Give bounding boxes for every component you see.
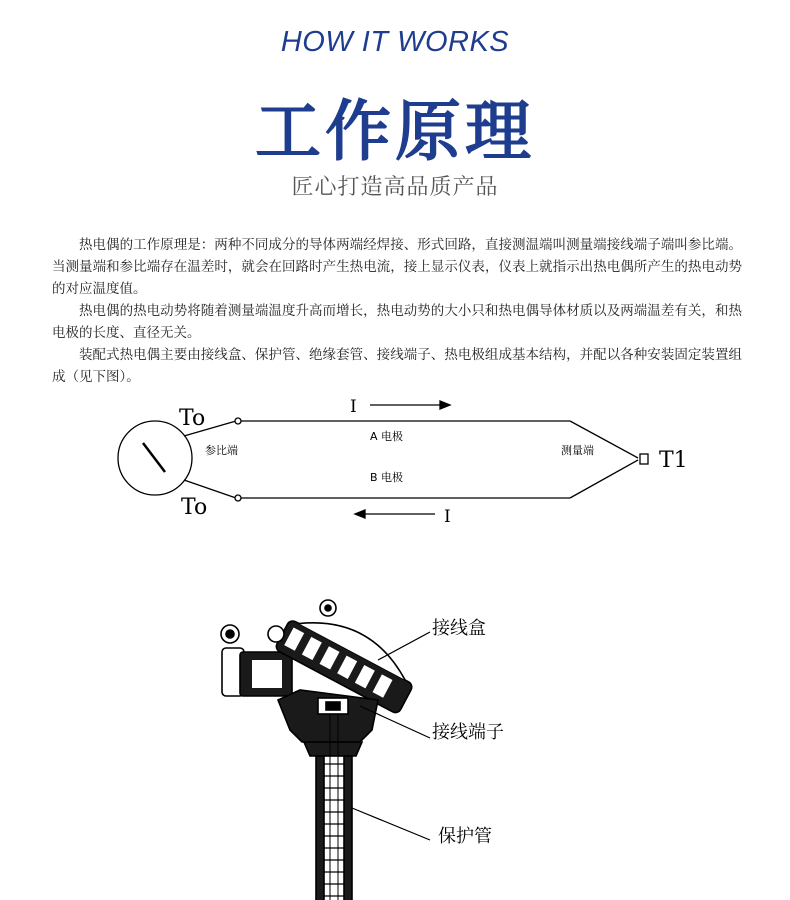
paragraph-emf: 热电偶的热电动势将随着测量端温度升高而增长，热电动势的大小只和热电偶导体材质以及两端温差有关，和热电极的长度、直径无关。 [52, 303, 742, 341]
leader-protection-tube [352, 808, 430, 840]
label-protection-tube: 保护管 [438, 826, 492, 847]
label-t1: T1 [659, 448, 688, 473]
label-terminal: 接线端子 [432, 722, 504, 743]
page-subtitle: 匠心打造高品质产品 [291, 175, 499, 200]
label-measuring-end: 测量端 [561, 444, 594, 457]
meter-needle [143, 443, 165, 472]
reference-terminal-top [235, 418, 241, 424]
lid-screw-top-inner [325, 605, 331, 611]
label-junction-box: 接线盒 [432, 618, 486, 639]
label-current-top: I [350, 397, 357, 417]
measuring-junction [640, 454, 648, 464]
leader-junction-box [378, 632, 430, 660]
reference-terminal-bottom [235, 495, 241, 501]
terminal-block-inner [326, 702, 340, 710]
page-title: 工作原理 [255, 93, 535, 170]
current-arrowhead-bottom [355, 510, 365, 518]
section-eyebrow: HOW IT WORKS [280, 26, 510, 58]
label-reference-end: 参比端 [205, 444, 238, 457]
label-to-top: To [179, 406, 206, 431]
thermocouple-assembly-drawing [221, 600, 430, 900]
paragraph-structure: 装配式热电偶主要由接线盒、保护管、绝缘套管、接线端子、热电极组成基本结构，并配以各种安装固定装置组成（见下图）。 [52, 347, 742, 385]
cable-gland-highlight [252, 660, 282, 688]
label-electrode-b: B 电极 [370, 471, 404, 484]
label-electrode-a: A 电极 [370, 430, 404, 443]
label-to-bottom: To [181, 495, 208, 520]
box-neck [304, 742, 362, 756]
label-current-bottom: I [444, 507, 451, 527]
gland-ring-inner [226, 630, 234, 638]
lid-hinge [268, 626, 284, 642]
current-arrowhead-top [440, 401, 450, 409]
paragraph-principle: 热电偶的工作原理是：两种不同成分的导体两端经焊接、形式回路，直接测温端叫测量端接线端子端叫参比端。当测量端和参比端存在温差时，就会在回路时产生热电流，接上显示仪表，仪表上就指示出热电偶所产生的热电动势的对应温度值。 [52, 237, 742, 297]
protection-tube-bore [324, 756, 344, 900]
electrode-b-taper [570, 460, 638, 498]
